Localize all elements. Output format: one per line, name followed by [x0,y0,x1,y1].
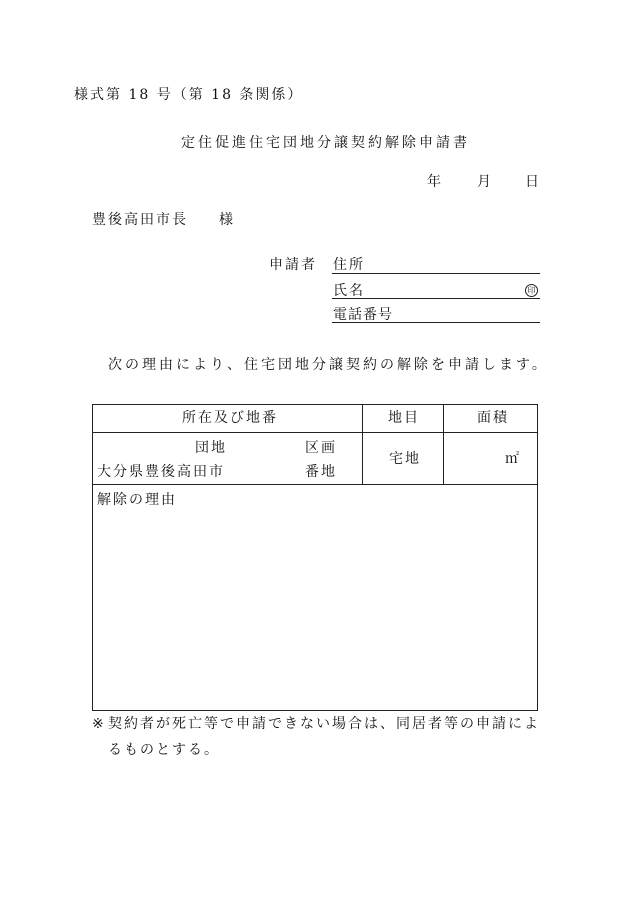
reason-label: 解除の理由 [97,492,177,508]
name-underline [332,298,540,299]
table-row-divider [92,484,538,485]
form-number: 様式第 18 号（第 18 条関係） [74,87,304,103]
seal-label: 印 [527,286,536,295]
note-mark: ※ [92,716,104,732]
banchi-label: 番地 [305,464,337,480]
header-land-category: 地目 [388,410,420,426]
land-category-value: 宅地 [389,451,421,467]
date-day-label: 日 [525,174,539,190]
applicant-label: 申請者 [269,257,317,273]
date-year-label: 年 [427,174,441,190]
area-unit: ㎡ [505,451,519,467]
seal-mark [525,284,538,297]
note-line-1: 契約者が死亡等で申請できない場合は、同居者等の申請によ [108,716,540,732]
intro-text: 次の理由により、住宅団地分譲契約の解除を申請します。 [108,357,549,373]
date-month-label: 月 [477,174,491,190]
header-location: 所在及び地番 [182,410,278,426]
name-label: 氏名 [333,283,365,299]
address-underline [332,273,540,274]
table-col-divider-2 [443,404,444,484]
addressee-name: 豊後高田市長 [92,212,188,228]
addressee-honorific: 様 [219,212,233,228]
danchi-label: 団地 [195,440,227,456]
kukaku-label: 区画 [305,440,337,456]
table-header-divider [92,432,538,433]
document-title: 定住促進住宅団地分譲契約解除申請書 [181,135,470,151]
address-label: 住所 [333,257,365,273]
table-col-divider-1 [362,404,363,484]
location-prefix: 大分県豊後高田市 [97,464,225,480]
phone-label: 電話番号 [333,307,393,323]
header-area: 面積 [477,410,509,426]
note-line-2: るものとする。 [108,742,220,758]
phone-underline [332,322,540,323]
